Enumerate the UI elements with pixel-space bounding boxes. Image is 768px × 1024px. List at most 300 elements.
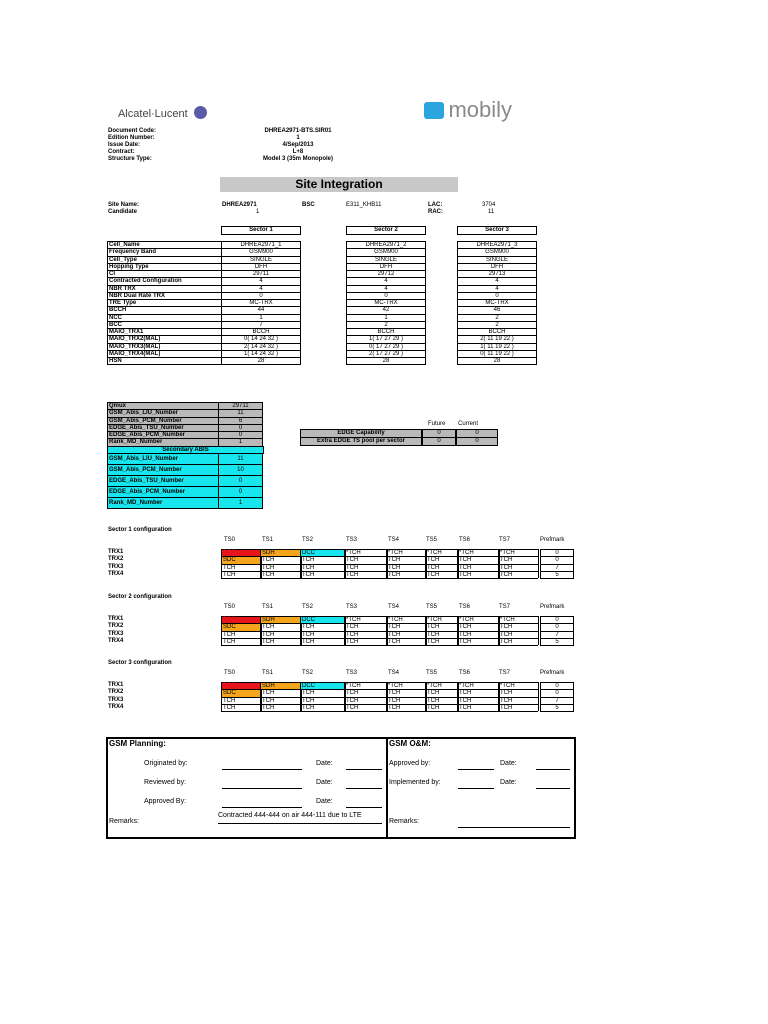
ts-header: TS2 (302, 537, 314, 543)
alcatel-swirl-icon (194, 106, 207, 119)
timeslot-cell[interactable]: TCH (300, 556, 346, 563)
cell-param-s3-value: 4 (457, 277, 537, 285)
sector-1-header: Sector 1 (221, 226, 301, 235)
remarks-line-left[interactable] (218, 823, 382, 824)
cell-param-label: BCCH (107, 306, 222, 314)
abis-value: 0 (218, 431, 263, 439)
timeslot-cell[interactable]: TCH (260, 564, 302, 571)
date-line-4[interactable] (536, 769, 570, 770)
abis-label: GSM_Abis_PCM_Number (107, 417, 219, 425)
alcatel-logo-text: Alcatel·Lucent (118, 108, 188, 120)
timeslot-cell[interactable]: TCH (457, 571, 500, 578)
timeslot-cell[interactable]: TCH (498, 638, 539, 645)
cell-param-s3-value: DHREA2971_3 (457, 241, 537, 249)
timeslot-cell[interactable]: TCH (425, 697, 459, 704)
abis-label: EDGE_Abis_TSU_Number (107, 424, 219, 432)
site-name-value: DHREA2971 (222, 202, 257, 208)
cell-param-s1-value: 7 (221, 321, 301, 329)
prefmark-cell[interactable]: 0 (540, 556, 574, 563)
timeslot-cell[interactable]: SDH (260, 549, 302, 556)
timeslot-cell[interactable]: *TCH (425, 682, 459, 689)
edition-value: 1 (296, 135, 300, 141)
timeslot-cell[interactable]: TCH (221, 638, 262, 645)
timeslot-cell[interactable]: *TCH (498, 682, 539, 689)
date-label-4: Date: (500, 760, 517, 767)
remarks-text: Contracted 444-444 on air 444-111 due to LTE (218, 812, 362, 819)
timeslot-cell[interactable]: TCH (344, 631, 388, 638)
cell-param-label: Contracted Configuration (107, 277, 222, 285)
issue-date-value: 4/Sep/2013 (282, 142, 314, 148)
ts-header: TS1 (262, 670, 274, 676)
gsm-om-title: GSM O&M: (389, 739, 431, 748)
prefmark-cell[interactable]: 7 (540, 697, 574, 704)
timeslot-cell[interactable]: TCH (457, 556, 500, 563)
timeslot-cell[interactable]: DCC (300, 682, 346, 689)
cell-param-s2-value: 2( 17 27 29 ) (346, 350, 426, 358)
approved-label: Approved by: (389, 760, 431, 767)
timeslot-cell[interactable]: *TCH (457, 616, 500, 623)
contract-label: Contract: (108, 149, 135, 155)
timeslot-cell[interactable]: TCH (260, 697, 302, 704)
cell-param-s2-value: 4 (346, 285, 426, 293)
ts-header: TS0 (224, 604, 236, 610)
edition-label: Edition Number: (108, 135, 155, 141)
doc-code-value: DHREA2971-BTS.SIR01 (264, 128, 332, 134)
timeslot-cell[interactable]: SDH (260, 616, 302, 623)
abis-label: GSM_Abis_LIU_Number (107, 409, 219, 417)
ts-header: TS2 (302, 604, 314, 610)
timeslot-cell[interactable]: *TCH (498, 549, 539, 556)
date-label-1: Date: (316, 760, 333, 767)
prefmark-cell[interactable]: 0 (540, 623, 574, 630)
timeslot-cell[interactable]: TCH (498, 689, 539, 696)
timeslot-cell[interactable]: TCH (457, 697, 500, 704)
abis-label: Rank_MD_Number (107, 438, 219, 446)
timeslot-cell[interactable]: TCH (457, 623, 500, 630)
timeslot-cell[interactable]: TCH (457, 704, 500, 711)
timeslot-cell[interactable]: TCH (344, 704, 388, 711)
cell-param-s1-value: 2( 14 24 32 ) (221, 343, 301, 351)
abis-label: Qmux (107, 402, 219, 410)
structure-label: Structure Type: (108, 156, 152, 162)
cell-param-s3-value: DFH (457, 263, 537, 271)
timeslot-cell[interactable]: TCH (344, 689, 388, 696)
timeslot-cell[interactable]: TCH (300, 571, 346, 578)
cell-param-s2-value: 0( 17 27 29 ) (346, 343, 426, 351)
edge-future-header: Future (428, 421, 446, 427)
timeslot-cell[interactable]: TCH (386, 556, 427, 563)
trx-label: TRX1 (108, 616, 124, 622)
mobily-logo-text: mobily (448, 97, 513, 122)
secondary-abis-value: 0 (218, 486, 263, 497)
ts-header: TS0 (224, 670, 236, 676)
timeslot-cell[interactable]: TCH (260, 704, 302, 711)
cell-param-label: NCC (107, 314, 222, 322)
cell-param-label: NBR Dual Rate TRX (107, 292, 222, 300)
cell-param-s3-value: MC-TRX (457, 299, 537, 307)
cell-param-s1-value: 29711 (221, 270, 301, 278)
cell-param-s2-value: SINGLE (346, 256, 426, 264)
timeslot-cell[interactable]: TCH (386, 697, 427, 704)
timeslot-cell[interactable]: TCH (260, 571, 302, 578)
timeslot-cell[interactable]: TCH (457, 638, 500, 645)
prefmark-cell[interactable]: 7 (540, 631, 574, 638)
trx-label: TRX2 (108, 689, 124, 696)
cell-param-s3-value: 4 (457, 285, 537, 293)
table-bottom-border (457, 364, 537, 365)
cell-param-s3-value: 29713 (457, 270, 537, 278)
abis-value: 29711 (218, 402, 263, 410)
timeslot-cell[interactable]: TCH (300, 631, 346, 638)
edge-row-future: 0 (422, 429, 456, 437)
cell-param-label: Cell_Name (107, 241, 222, 249)
ts-header: TS3 (346, 537, 358, 543)
secondary-abis-label: EDGE_Abis_TSU_Number (107, 475, 219, 486)
timeslot-cell[interactable]: TCH (386, 689, 427, 696)
cell-param-label: MAIO_TRX3(MAL) (107, 343, 222, 351)
implemented-line[interactable] (458, 788, 494, 789)
cell-param-label: Cell_Type (107, 256, 222, 264)
timeslot-cell[interactable]: TCH (260, 689, 302, 696)
trx-label: TRX4 (108, 637, 124, 644)
prefmark-cell[interactable]: 5 (540, 571, 574, 578)
ts-header: TS7 (499, 604, 511, 610)
timeslot-cell[interactable]: TCH (344, 564, 388, 571)
ts-header: TS5 (426, 670, 438, 676)
ts-header: TS7 (499, 670, 511, 676)
timeslot-cell[interactable]: *TCH (386, 616, 427, 623)
secondary-abis-value: 10 (218, 464, 263, 475)
prefmark-cell[interactable]: 7 (540, 564, 574, 571)
cell-param-s2-value: MC-TRX (346, 299, 426, 307)
prefmark-cell[interactable]: 0 (540, 549, 574, 556)
timeslot-cell[interactable]: TCH (260, 631, 302, 638)
doc-values (248, 128, 348, 163)
cell-param-s3-value: 46 (457, 306, 537, 314)
prefmark-cell[interactable]: 5 (540, 638, 574, 645)
date-line-1[interactable] (346, 769, 382, 770)
cell-param-s2-value: 4 (346, 277, 426, 285)
cell-param-s3-value: 2( 11 19 22 ) (457, 335, 537, 343)
sector-2-header: Sector 2 (346, 226, 426, 235)
abis-value: 6 (218, 417, 263, 425)
table-bottom-border (107, 364, 223, 365)
config-bottom-border (221, 645, 538, 646)
cell-param-s3-value: 2 (457, 314, 537, 322)
date-line-3[interactable] (346, 807, 382, 808)
remarks-label-right: Remarks: (389, 818, 419, 825)
timeslot-cell[interactable]: TCH (300, 697, 346, 704)
timeslot-cell[interactable]: TCH (457, 564, 500, 571)
ts-header: TS4 (388, 537, 400, 543)
mobily-logo (424, 97, 512, 123)
mobily-mark-icon (424, 102, 444, 119)
timeslot-cell[interactable]: TCH (221, 564, 262, 571)
approved-by-label: Approved By: (144, 798, 187, 805)
ts-header: TS3 (346, 670, 358, 676)
originated-line[interactable] (222, 769, 302, 770)
timeslot-cell[interactable]: BCC (221, 549, 262, 556)
timeslot-cell[interactable]: TCH (457, 689, 500, 696)
timeslot-cell[interactable]: TCH (498, 623, 539, 630)
timeslot-cell[interactable]: SDH (260, 682, 302, 689)
cell-param-s1-value: 0( 14 24 32 ) (221, 335, 301, 343)
abis-value: 0 (218, 424, 263, 432)
timeslot-cell[interactable]: *TCH (498, 616, 539, 623)
trx-label: TRX1 (108, 682, 124, 688)
rac-label: RAC: (428, 209, 443, 215)
pref-bottom-border (540, 645, 574, 646)
timeslot-cell[interactable]: TCH (300, 704, 346, 711)
timeslot-cell[interactable]: TCH (344, 571, 388, 578)
cell-param-s2-value: 0 (346, 292, 426, 300)
approved-line[interactable] (458, 769, 494, 770)
timeslot-cell[interactable]: TCH (498, 556, 539, 563)
lac-value: 3704 (482, 202, 496, 208)
timeslot-cell[interactable]: TCH (425, 623, 459, 630)
timeslot-cell[interactable]: TCH (425, 564, 459, 571)
date-line-2[interactable] (346, 788, 382, 789)
ts-header: TS5 (426, 604, 438, 610)
remarks-label-left: Remarks: (109, 818, 139, 825)
timeslot-cell[interactable]: TCH (300, 623, 346, 630)
cell-param-label: MAIO_TRX2(MAL) (107, 335, 222, 343)
site-name-label: Site Name: (108, 202, 140, 208)
cell-param-s3-value: 1( 11 19 22 ) (457, 343, 537, 351)
edge-current-header: Current (458, 421, 479, 427)
implemented-label: Implemented by: (389, 779, 441, 786)
timeslot-cell[interactable]: TCH (300, 564, 346, 571)
date-line-5[interactable] (536, 788, 570, 789)
timeslot-cell[interactable]: SDC (221, 689, 262, 696)
timeslot-cell[interactable]: DCC (300, 616, 346, 623)
timeslot-cell[interactable]: TCH (221, 697, 262, 704)
timeslot-cell[interactable]: TCH (260, 638, 302, 645)
ts-header: Prefmark (540, 604, 565, 610)
timeslot-cell[interactable]: TCH (386, 638, 427, 645)
timeslot-cell[interactable]: TCH (498, 564, 539, 571)
doc-labels (108, 128, 156, 163)
cell-param-label: HSN (107, 357, 222, 365)
originated-label: Originated by: (144, 760, 188, 767)
trx-label: TRX4 (108, 570, 124, 577)
timeslot-cell[interactable]: TCH (498, 697, 539, 704)
config-bottom-border (221, 711, 538, 712)
cell-param-s2-value: 1( 17 27 29 ) (346, 335, 426, 343)
timeslot-cell[interactable]: TCH (425, 638, 459, 645)
cell-param-s2-value: 29712 (346, 270, 426, 278)
ts-header: TS5 (426, 537, 438, 543)
timeslot-cell[interactable]: *TCH (386, 549, 427, 556)
cell-param-s1-value: 4 (221, 277, 301, 285)
timeslot-cell[interactable]: TCH (386, 704, 427, 711)
timeslot-cell[interactable]: DCC (300, 549, 346, 556)
timeslot-cell[interactable]: SDC (221, 556, 262, 563)
edge-row-current: 0 (456, 437, 498, 445)
cell-param-s3-value: BCCH (457, 328, 537, 336)
lac-label: LAC: (428, 202, 443, 208)
timeslot-cell[interactable]: TCH (386, 571, 427, 578)
cell-param-label: Hopping Type (107, 263, 222, 271)
abis-label: EDGE_Abis_PCM_Number (107, 431, 219, 439)
timeslot-cell[interactable]: *TCH (386, 682, 427, 689)
timeslot-cell[interactable]: TCH (498, 571, 539, 578)
cell-param-s2-value: GSM900 (346, 248, 426, 256)
approved-by-line[interactable] (222, 807, 302, 808)
abis-bottom-border (107, 508, 263, 509)
timeslot-cell[interactable]: TCH (221, 631, 262, 638)
cell-param-s1-value: 1( 14 24 32 ) (221, 350, 301, 358)
candidate-label: Candidate (108, 209, 138, 215)
secondary-abis-value: 11 (218, 453, 263, 464)
table-bottom-border (221, 364, 301, 365)
timeslot-cell[interactable]: TCH (425, 704, 459, 711)
edge-row-label: EDGE Capability (300, 429, 422, 437)
page-title: Site Integration (220, 177, 458, 192)
secondary-abis-value: 0 (218, 475, 263, 486)
rac-value: 11 (488, 209, 495, 215)
cell-param-s1-value: DHREA2971_1 (221, 241, 301, 249)
cell-param-s1-value: BCCH (221, 328, 301, 336)
timeslot-cell[interactable]: TCH (498, 631, 539, 638)
secondary-abis-header: Secondary ABIS (107, 446, 264, 454)
ts-header: TS1 (262, 537, 274, 543)
prefmark-cell[interactable]: 0 (540, 616, 574, 623)
timeslot-cell[interactable]: TCH (498, 704, 539, 711)
prefmark-cell[interactable]: 5 (540, 704, 574, 711)
ts-header: TS1 (262, 604, 274, 610)
timeslot-cell[interactable]: TCH (425, 631, 459, 638)
timeslot-cell[interactable]: TCH (457, 631, 500, 638)
pref-bottom-border (540, 578, 574, 579)
timeslot-cell[interactable]: TCH (260, 623, 302, 630)
timeslot-cell[interactable]: TCH (221, 704, 262, 711)
timeslot-cell[interactable]: TCH (425, 571, 459, 578)
cell-param-s3-value: 28 (457, 357, 537, 365)
timeslot-cell[interactable]: TCH (344, 623, 388, 630)
sector-3-header: Sector 3 (457, 226, 537, 235)
timeslot-cell[interactable]: TCH (425, 556, 459, 563)
cell-param-s1-value: 44 (221, 306, 301, 314)
cell-param-label: NBR TRX (107, 285, 222, 293)
cell-param-s3-value: GSM900 (457, 248, 537, 256)
cell-param-s3-value: 0( 11 19 22 ) (457, 350, 537, 358)
ts-header: TS4 (388, 670, 400, 676)
cell-param-label: CI (107, 270, 222, 278)
timeslot-cell[interactable]: *TCH (344, 682, 388, 689)
edge-bottom-border (300, 445, 498, 446)
remarks-line-right[interactable] (458, 827, 570, 828)
date-label-2: Date: (316, 779, 333, 786)
abis-value: 1 (218, 438, 263, 446)
cell-param-label: TRE Type (107, 299, 222, 307)
gsm-planning-title: GSM Planning: (109, 739, 166, 748)
timeslot-cell[interactable]: TCH (260, 556, 302, 563)
timeslot-cell[interactable]: *TCH (457, 549, 500, 556)
timeslot-cell[interactable]: TCH (344, 556, 388, 563)
cell-param-label: Frequency Band (107, 248, 222, 256)
cell-param-s1-value: GSM900 (221, 248, 301, 256)
timeslot-cell[interactable]: TCH (386, 564, 427, 571)
cell-param-s1-value: 1 (221, 314, 301, 322)
timeslot-cell[interactable]: BCC (221, 682, 262, 689)
ts-header: TS7 (499, 537, 511, 543)
trx-label: TRX3 (108, 563, 124, 570)
timeslot-cell[interactable]: TCH (425, 689, 459, 696)
cell-param-label: MAIO_TRX4(MAL) (107, 350, 222, 358)
signoff-box (106, 737, 576, 839)
trx-label: TRX2 (108, 623, 124, 630)
date-label-5: Date: (500, 779, 517, 786)
cell-param-s2-value: BCCH (346, 328, 426, 336)
ts-header: TS6 (459, 604, 471, 610)
cell-param-s1-value: 28 (221, 357, 301, 365)
timeslot-cell[interactable]: *TCH (457, 682, 500, 689)
cell-param-s3-value: 0 (457, 292, 537, 300)
bsc-label: BSC (302, 202, 315, 208)
sector-config-title: Sector 2 configuration (108, 594, 172, 600)
doc-code-label: Document Code: (108, 128, 156, 134)
secondary-abis-value: 1 (218, 497, 263, 508)
cell-param-s2-value: DHREA2971_2 (346, 241, 426, 249)
cell-param-s1-value: MC-TRX (221, 299, 301, 307)
timeslot-cell[interactable]: TCH (221, 571, 262, 578)
timeslot-cell[interactable]: TCH (300, 638, 346, 645)
issue-date-label: Issue Date: (108, 142, 141, 148)
timeslot-cell[interactable]: TCH (344, 697, 388, 704)
secondary-abis-label: GSM_Abis_LIU_Number (107, 453, 219, 464)
trx-label: TRX3 (108, 630, 124, 637)
ts-header: TS6 (459, 670, 471, 676)
sector-config-title: Sector 1 configuration (108, 527, 172, 533)
edge-row-label: Extra EDGE TS pool per sector (300, 437, 422, 445)
timeslot-cell[interactable]: TCH (300, 689, 346, 696)
reviewed-label: Reviewed by: (144, 779, 187, 786)
timeslot-cell[interactable]: TCH (386, 631, 427, 638)
secondary-abis-label: GSM_Abis_PCM_Number (107, 464, 219, 475)
cell-param-s1-value: 0 (221, 292, 301, 300)
timeslot-cell[interactable]: TCH (386, 623, 427, 630)
reviewed-line[interactable] (222, 788, 302, 789)
cell-param-s3-value: SINGLE (457, 256, 537, 264)
cell-param-s3-value: 2 (457, 321, 537, 329)
timeslot-cell[interactable]: *TCH (425, 616, 459, 623)
timeslot-cell[interactable]: *TCH (344, 616, 388, 623)
ts-header: TS3 (346, 604, 358, 610)
prefmark-cell[interactable]: 0 (540, 682, 574, 689)
timeslot-cell[interactable]: TCH (344, 638, 388, 645)
ts-header: TS2 (302, 670, 314, 676)
structure-value: Model 3 (35m Monopole) (262, 156, 333, 162)
candidate-value: 1 (256, 209, 260, 215)
cell-param-s2-value: DFH (346, 263, 426, 271)
config-bottom-border (221, 578, 538, 579)
ts-header: TS6 (459, 537, 471, 543)
cell-param-s1-value: 4 (221, 285, 301, 293)
prefmark-cell[interactable]: 0 (540, 689, 574, 696)
timeslot-cell[interactable]: SDC (221, 623, 262, 630)
alcatel-logo (118, 104, 207, 122)
pref-bottom-border (540, 711, 574, 712)
sector-config-title: Sector 3 configuration (108, 660, 172, 666)
ts-header: TS4 (388, 604, 400, 610)
trx-label: TRX1 (108, 549, 124, 555)
timeslot-cell[interactable]: *TCH (425, 549, 459, 556)
bsc-value: E311_KHB11 (346, 202, 382, 208)
timeslot-cell[interactable]: BCC (221, 616, 262, 623)
cell-param-s1-value: SINGLE (221, 256, 301, 264)
timeslot-cell[interactable]: *TCH (344, 549, 388, 556)
